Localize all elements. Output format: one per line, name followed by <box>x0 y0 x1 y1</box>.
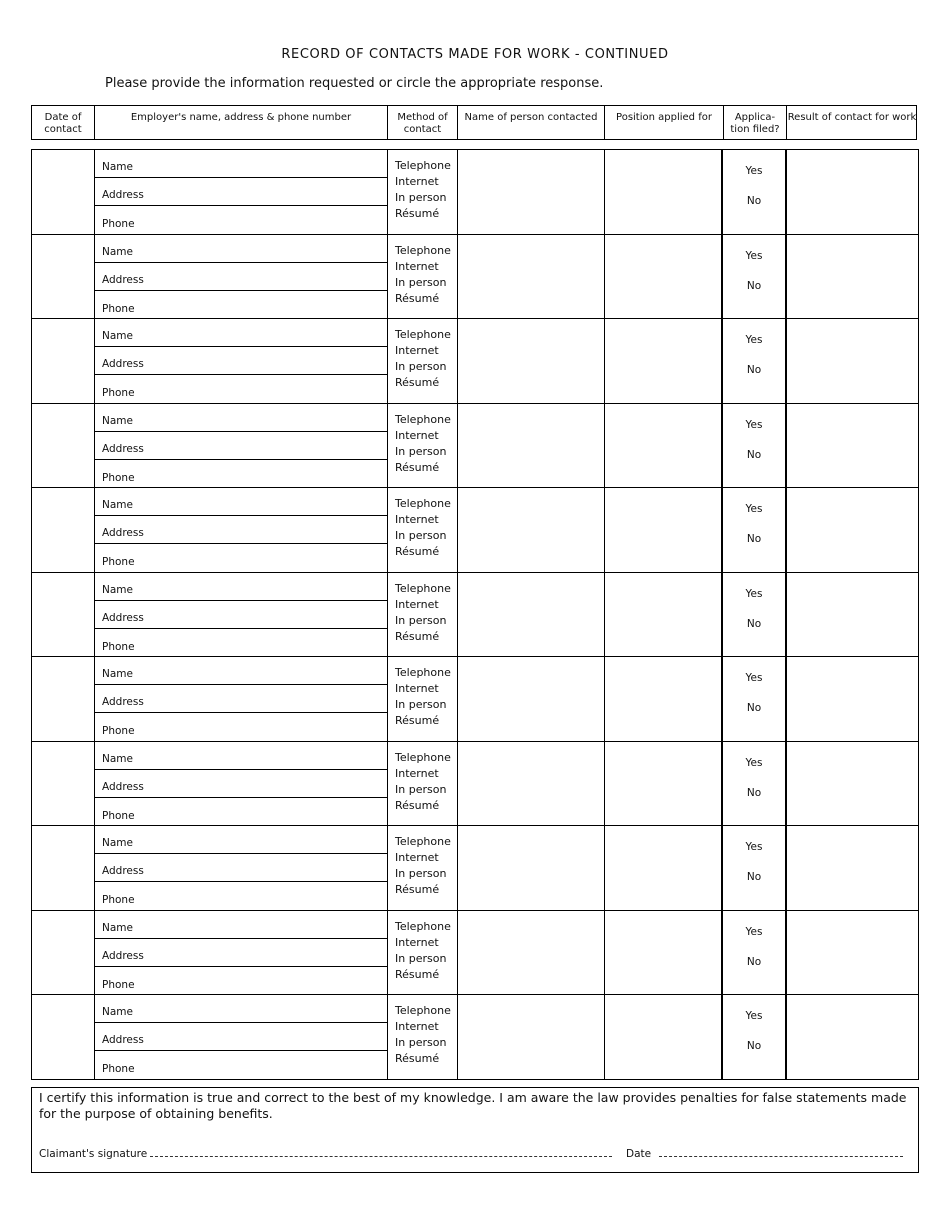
result-cell[interactable] <box>787 911 918 995</box>
employer-cell[interactable] <box>95 995 388 1080</box>
application-yes-option[interactable]: Yes <box>745 165 763 177</box>
employer-field-label: Name <box>102 245 133 258</box>
result-cell[interactable] <box>787 742 918 826</box>
employer-name-field[interactable] <box>95 488 387 516</box>
employer-field-label: Name <box>102 499 133 511</box>
method-option[interactable]: Telephone <box>395 243 451 257</box>
method-option[interactable]: Telephone <box>395 835 451 848</box>
employer-cell[interactable] <box>95 235 388 319</box>
employer-address-field[interactable] <box>95 432 387 460</box>
employer-field-label: Address <box>102 189 144 201</box>
employer-phone-field[interactable] <box>95 1051 387 1079</box>
application-cell[interactable] <box>723 319 787 403</box>
date-cell[interactable] <box>32 488 95 572</box>
result-cell[interactable] <box>787 826 918 910</box>
certification-box <box>31 1087 919 1173</box>
header-method: Method of contact <box>388 106 458 139</box>
method-option[interactable]: Telephone <box>395 919 451 933</box>
employer-cell[interactable] <box>95 404 388 488</box>
employer-field-label: Address <box>102 442 144 455</box>
employer-cell[interactable] <box>95 488 388 572</box>
application-yes-option[interactable]: Yes <box>745 925 763 938</box>
application-yes-option[interactable]: Yes <box>745 1010 763 1022</box>
method-cell[interactable] <box>388 488 458 572</box>
method-option[interactable]: Telephone <box>395 497 451 510</box>
method-option[interactable]: Internet <box>395 682 439 695</box>
method-option[interactable]: In person <box>395 444 447 458</box>
employer-field-label: Address <box>102 1034 144 1046</box>
application-cell[interactable] <box>723 742 787 826</box>
table-row <box>32 742 918 827</box>
employer-field-label: Name <box>102 837 133 849</box>
method-option[interactable]: Résumé <box>395 545 440 558</box>
employer-field-label: Name <box>102 330 133 342</box>
signature-field[interactable] <box>39 1145 612 1160</box>
contacts-table <box>31 149 919 1080</box>
method-option[interactable]: Internet <box>395 1020 439 1033</box>
employer-cell[interactable] <box>95 826 388 910</box>
result-cell[interactable] <box>787 150 918 234</box>
application-no-option[interactable]: No <box>746 871 762 883</box>
method-option[interactable]: Internet <box>395 344 439 357</box>
employer-phone-field[interactable] <box>95 713 387 741</box>
person-cell[interactable] <box>458 657 605 741</box>
employer-field-label: Phone <box>102 387 135 399</box>
method-option[interactable]: In person <box>395 191 447 204</box>
result-cell[interactable] <box>787 235 918 319</box>
employer-field-label: Name <box>102 161 133 173</box>
position-cell[interactable] <box>605 657 723 741</box>
application-no-option[interactable]: No <box>746 1040 762 1052</box>
instructions: Please provide the information requested or circle the appropriate response. <box>105 76 604 91</box>
employer-field-label: Phone <box>102 640 135 653</box>
method-cell[interactable] <box>388 742 458 826</box>
employer-name-field[interactable] <box>95 150 387 178</box>
method-option[interactable]: Résumé <box>395 883 440 896</box>
employer-field-label: Name <box>102 921 133 934</box>
table-header <box>31 105 917 140</box>
method-option[interactable]: In person <box>395 1036 447 1049</box>
method-option[interactable]: Résumé <box>395 1052 440 1065</box>
person-cell[interactable] <box>458 150 605 234</box>
certification-text: I certify this information is true and correct to the best of my knowledge. I am aware the law provides penalties for false statements made for the purpose of obtaining benefits. <box>39 1090 907 1121</box>
method-option[interactable]: Internet <box>395 766 439 780</box>
application-yes-option[interactable]: Yes <box>745 249 763 262</box>
position-cell[interactable] <box>605 404 723 488</box>
date-cell[interactable] <box>32 995 95 1080</box>
employer-address-field[interactable] <box>95 516 387 544</box>
table-row <box>32 488 918 573</box>
person-cell[interactable] <box>458 573 605 657</box>
application-yes-option[interactable]: Yes <box>745 334 763 346</box>
method-cell[interactable] <box>388 826 458 910</box>
method-cell[interactable] <box>388 150 458 234</box>
method-option[interactable]: In person <box>395 782 447 796</box>
employer-phone-field[interactable] <box>95 882 387 910</box>
method-option[interactable]: Résumé <box>395 967 440 981</box>
page-title: RECORD OF CONTACTS MADE FOR WORK - CONTINUED <box>281 47 669 62</box>
employer-field-label: Address <box>102 949 144 962</box>
table-row <box>32 404 918 489</box>
employer-cell[interactable] <box>95 573 388 657</box>
employer-address-field[interactable] <box>95 347 387 375</box>
employer-address-field[interactable] <box>95 263 387 291</box>
method-option[interactable]: Internet <box>395 259 439 273</box>
employer-name-field[interactable] <box>95 657 387 685</box>
application-no-option[interactable]: No <box>746 617 762 630</box>
employer-cell[interactable] <box>95 150 388 234</box>
table-row <box>32 150 918 235</box>
application-cell[interactable] <box>723 488 787 572</box>
table-row <box>32 573 918 658</box>
employer-phone-field[interactable] <box>95 544 387 572</box>
method-cell[interactable] <box>388 319 458 403</box>
method-cell[interactable] <box>388 911 458 995</box>
employer-name-field[interactable] <box>95 404 387 432</box>
employer-phone-field[interactable] <box>95 375 387 403</box>
date-line[interactable] <box>659 1145 903 1157</box>
method-option[interactable]: Telephone <box>395 412 451 426</box>
date-cell[interactable] <box>32 573 95 657</box>
employer-field-label: Phone <box>102 302 135 315</box>
application-no-option[interactable]: No <box>746 448 762 461</box>
employer-field-label: Address <box>102 780 144 793</box>
employer-name-field[interactable] <box>95 319 387 347</box>
person-cell[interactable] <box>458 995 605 1080</box>
method-option[interactable]: Internet <box>395 513 439 526</box>
employer-phone-field[interactable] <box>95 460 387 488</box>
method-option[interactable]: Internet <box>395 428 439 442</box>
header-position: Position applied for <box>605 106 724 139</box>
method-option[interactable]: Résumé <box>395 714 440 727</box>
employer-field-label: Phone <box>102 471 135 484</box>
employer-address-field[interactable] <box>95 939 387 967</box>
application-no-option[interactable]: No <box>746 702 762 714</box>
person-cell[interactable] <box>458 404 605 488</box>
employer-name-field[interactable] <box>95 826 387 854</box>
position-cell[interactable] <box>605 319 723 403</box>
person-cell[interactable] <box>458 742 605 826</box>
employer-field-label: Address <box>102 273 144 286</box>
application-no-option[interactable]: No <box>746 533 762 545</box>
table-row <box>32 911 918 996</box>
method-option[interactable]: Telephone <box>395 666 451 679</box>
method-option[interactable]: In person <box>395 275 447 289</box>
employer-cell[interactable] <box>95 911 388 995</box>
application-cell[interactable] <box>723 911 787 995</box>
employer-name-field[interactable] <box>95 742 387 770</box>
position-cell[interactable] <box>605 573 723 657</box>
method-option[interactable]: In person <box>395 529 447 542</box>
method-option[interactable]: Internet <box>395 851 439 864</box>
method-option[interactable]: Telephone <box>395 328 451 341</box>
employer-field-label: Phone <box>102 1063 135 1075</box>
application-yes-option[interactable]: Yes <box>745 418 763 431</box>
method-option[interactable]: Résumé <box>395 291 440 305</box>
table-row <box>32 995 918 1080</box>
employer-field-label: Address <box>102 358 144 370</box>
employer-field-label: Name <box>102 668 133 680</box>
signature-label: Claimant's signature <box>39 1148 148 1160</box>
employer-name-field[interactable] <box>95 911 387 939</box>
result-cell[interactable] <box>787 404 918 488</box>
employer-field-label: Phone <box>102 809 135 822</box>
employer-phone-field[interactable] <box>95 967 387 995</box>
position-cell[interactable] <box>605 150 723 234</box>
method-cell[interactable] <box>388 657 458 741</box>
signature-line[interactable] <box>150 1145 612 1157</box>
result-cell[interactable] <box>787 657 918 741</box>
method-option[interactable]: Internet <box>395 175 439 188</box>
method-option[interactable]: Résumé <box>395 460 440 474</box>
application-yes-option[interactable]: Yes <box>745 841 763 853</box>
method-option[interactable]: Résumé <box>395 629 440 643</box>
employer-phone-field[interactable] <box>95 798 387 826</box>
header-result: Result of contact for work <box>787 112 917 123</box>
table-row <box>32 235 918 320</box>
method-option[interactable]: In person <box>395 698 447 711</box>
application-no-option[interactable]: No <box>746 279 762 292</box>
person-cell[interactable] <box>458 319 605 403</box>
result-cell[interactable] <box>787 319 918 403</box>
employer-phone-field[interactable] <box>95 206 387 234</box>
result-cell[interactable] <box>787 573 918 657</box>
employer-address-field[interactable] <box>95 1023 387 1051</box>
application-no-option[interactable]: No <box>746 955 762 968</box>
position-cell[interactable] <box>605 826 723 910</box>
employer-address-field[interactable] <box>95 178 387 206</box>
person-cell[interactable] <box>458 826 605 910</box>
method-option[interactable]: In person <box>395 360 447 373</box>
employer-address-field[interactable] <box>95 854 387 882</box>
method-option[interactable]: In person <box>395 613 447 627</box>
application-cell[interactable] <box>723 573 787 657</box>
employer-address-field[interactable] <box>95 685 387 713</box>
employer-field-label: Address <box>102 696 144 708</box>
header-person: Name of person contacted <box>458 106 605 139</box>
date-cell[interactable] <box>32 657 95 741</box>
date-cell[interactable] <box>32 742 95 826</box>
employer-field-label: Name <box>102 414 133 427</box>
header-date: Date of contact <box>32 106 95 139</box>
application-no-option[interactable]: No <box>746 786 762 799</box>
application-cell[interactable] <box>723 404 787 488</box>
table-row <box>32 319 918 404</box>
date-cell[interactable] <box>32 150 95 234</box>
date-cell[interactable] <box>32 826 95 910</box>
method-option[interactable]: Telephone <box>395 1004 451 1017</box>
employer-field-label: Phone <box>102 725 135 737</box>
method-cell[interactable] <box>388 235 458 319</box>
application-cell[interactable] <box>723 235 787 319</box>
employer-cell[interactable] <box>95 657 388 741</box>
employer-field-label: Phone <box>102 218 135 230</box>
application-cell[interactable] <box>723 657 787 741</box>
method-option[interactable]: Résumé <box>395 207 440 220</box>
person-cell[interactable] <box>458 235 605 319</box>
employer-cell[interactable] <box>95 742 388 826</box>
method-option[interactable]: Internet <box>395 935 439 949</box>
method-cell[interactable] <box>388 573 458 657</box>
header-application: Applica- tion filed? <box>724 106 787 139</box>
method-option[interactable]: Internet <box>395 597 439 611</box>
date-cell[interactable] <box>32 235 95 319</box>
employer-address-field[interactable] <box>95 770 387 798</box>
employer-name-field[interactable] <box>95 573 387 601</box>
employer-field-label: Phone <box>102 978 135 991</box>
employer-field-label: Name <box>102 752 133 765</box>
employer-field-label: Phone <box>102 556 135 568</box>
method-option[interactable]: Telephone <box>395 750 451 764</box>
employer-field-label: Address <box>102 611 144 624</box>
method-option[interactable]: Résumé <box>395 798 440 812</box>
application-no-option[interactable]: No <box>746 364 762 376</box>
method-option[interactable]: In person <box>395 867 447 880</box>
method-option[interactable]: In person <box>395 951 447 965</box>
table-row <box>32 657 918 742</box>
application-yes-option[interactable]: Yes <box>745 672 763 684</box>
position-cell[interactable] <box>605 235 723 319</box>
method-cell[interactable] <box>388 995 458 1080</box>
position-cell[interactable] <box>605 742 723 826</box>
employer-cell[interactable] <box>95 319 388 403</box>
employer-address-field[interactable] <box>95 601 387 629</box>
employer-field-label: Address <box>102 527 144 539</box>
position-cell[interactable] <box>605 911 723 995</box>
method-option[interactable]: Résumé <box>395 376 440 389</box>
date-cell[interactable] <box>32 319 95 403</box>
employer-phone-field[interactable] <box>95 291 387 319</box>
header-employer: Employer's name, address & phone number <box>95 106 388 139</box>
employer-field-label: Name <box>102 583 133 596</box>
application-yes-option[interactable]: Yes <box>745 756 763 769</box>
result-cell[interactable] <box>787 488 918 572</box>
application-cell[interactable] <box>723 150 787 234</box>
employer-name-field[interactable] <box>95 235 387 263</box>
application-cell[interactable] <box>723 826 787 910</box>
application-yes-option[interactable]: Yes <box>745 503 763 515</box>
method-option[interactable]: Telephone <box>395 581 451 595</box>
application-cell[interactable] <box>723 995 787 1080</box>
person-cell[interactable] <box>458 911 605 995</box>
employer-field-label: Phone <box>102 894 135 906</box>
employer-phone-field[interactable] <box>95 629 387 657</box>
table-row <box>32 826 918 911</box>
position-cell[interactable] <box>605 995 723 1080</box>
person-cell[interactable] <box>458 488 605 572</box>
date-cell[interactable] <box>32 404 95 488</box>
employer-name-field[interactable] <box>95 995 387 1023</box>
date-label: Date <box>626 1148 652 1160</box>
method-option[interactable]: Telephone <box>395 159 451 172</box>
application-yes-option[interactable]: Yes <box>745 587 763 600</box>
employer-field-label: Address <box>102 865 144 877</box>
date-cell[interactable] <box>32 911 95 995</box>
employer-field-label: Name <box>102 1006 133 1018</box>
result-cell[interactable] <box>787 995 918 1080</box>
date-field[interactable] <box>626 1145 903 1160</box>
method-cell[interactable] <box>388 404 458 488</box>
position-cell[interactable] <box>605 488 723 572</box>
application-no-option[interactable]: No <box>746 195 762 207</box>
